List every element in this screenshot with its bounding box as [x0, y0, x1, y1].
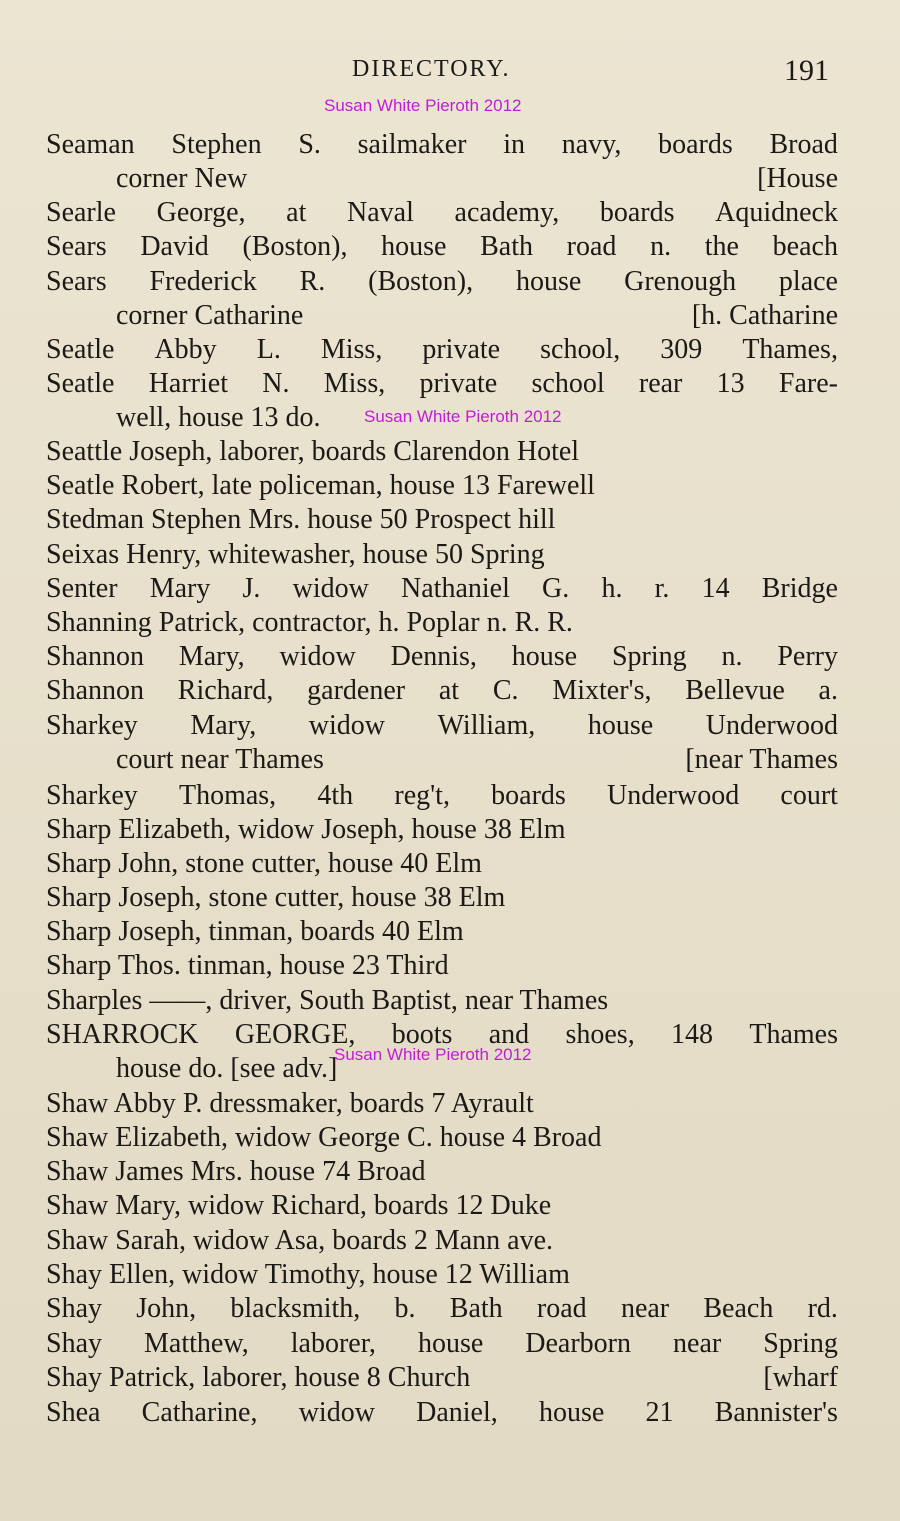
entry-word: court — [780, 780, 838, 811]
entry-word: boards — [599, 197, 675, 228]
entry-word: Beach — [703, 1293, 774, 1324]
entry-word: Shay — [46, 1293, 102, 1324]
entry-word: 309 — [660, 334, 703, 365]
entry-bracket-text: [wharf — [763, 1362, 838, 1393]
entry-line: Shaw Abby P. dressmaker, boards 7 Ayrault — [46, 1088, 534, 1119]
entry-word: Mixter's, — [552, 675, 652, 706]
entry-word: Searle — [46, 197, 116, 228]
entry-word: a. — [818, 675, 838, 706]
entry-word: Bath — [480, 231, 533, 262]
entry-text: house do. [see adv.] — [116, 1053, 338, 1084]
entry-line — [46, 709, 838, 743]
entry-line — [46, 128, 838, 162]
entry-line: Shaw James Mrs. house 74 Broad — [46, 1156, 426, 1187]
entry-word: Mary, — [178, 641, 245, 672]
entry-line — [46, 1361, 838, 1395]
entry-word: widow — [298, 1397, 375, 1428]
entry-line — [46, 1018, 838, 1052]
entry-word: h. — [601, 573, 623, 604]
watermark: Susan White Pieroth 2012 — [364, 407, 562, 426]
entry-word: Aquidneck — [715, 197, 838, 228]
entry-word: academy, — [454, 197, 560, 228]
entry-word: house — [587, 710, 654, 741]
entry-word: Sharkey — [46, 780, 138, 811]
entry-word: SHARROCK — [46, 1019, 199, 1050]
entry-word: Daniel, — [416, 1397, 498, 1428]
entry-word: house — [381, 231, 447, 262]
entry-word: the — [704, 231, 739, 262]
entry-word: rear — [638, 368, 683, 399]
entry-word: David — [140, 231, 209, 262]
entry-word: Bath — [449, 1293, 503, 1324]
entry-word: Frederick — [149, 266, 257, 297]
entry-word: house — [511, 641, 578, 672]
entry-line — [46, 779, 838, 813]
entry-word: Thames, — [742, 334, 838, 365]
entry-line: Seattle Joseph, laborer, boards Clarendon Hotel — [46, 436, 580, 467]
entry-word: Senter — [46, 573, 118, 604]
entry-word: Shay — [46, 1328, 102, 1359]
entry-word: Abby — [154, 334, 217, 365]
entry-line: Sharp Thos. tinman, house 23 Third — [46, 950, 449, 981]
entry-word: Nathaniel — [401, 573, 510, 604]
entry-text: court near Thames — [116, 744, 324, 775]
entry-line — [46, 196, 838, 230]
entry-word: Miss, — [320, 334, 383, 365]
entry-word: road — [566, 231, 617, 262]
entry-line — [116, 162, 838, 196]
entry-bracket-text: [House — [757, 163, 838, 194]
entry-word: Broad — [769, 129, 838, 160]
entry-line: Seatle Robert, late policeman, house 13 Farewell — [46, 470, 595, 501]
entry-word: rd. — [807, 1293, 838, 1324]
entry-word: 14 — [701, 573, 730, 604]
entry-word: S. — [298, 129, 321, 160]
entry-word: private — [422, 334, 501, 365]
entry-word: 21 — [645, 1397, 674, 1428]
entry-word: house — [538, 1397, 605, 1428]
entry-word: boots — [391, 1019, 453, 1050]
entry-word: school, — [540, 334, 621, 365]
page-title: DIRECTORY. — [352, 56, 511, 82]
entry-word: Bannister's — [714, 1397, 838, 1428]
entry-word: and — [488, 1019, 530, 1050]
entry-word: Shannon — [46, 675, 144, 706]
entry-line — [46, 367, 838, 401]
entry-line: Sharp Joseph, stone cutter, house 38 Elm — [46, 882, 506, 913]
entry-word: school — [531, 368, 605, 399]
entry-line — [46, 265, 838, 299]
entry-line: Sharp Joseph, tinman, boards 40 Elm — [46, 916, 464, 947]
entry-word: n. — [650, 231, 672, 262]
entry-word: Naval — [347, 197, 414, 228]
entry-word: William, — [437, 710, 536, 741]
entry-word: private — [419, 368, 498, 399]
entry-word: Richard, — [177, 675, 274, 706]
entry-word: reg't, — [394, 780, 450, 811]
entry-word: b. — [394, 1293, 416, 1324]
entry-word: sailmaker — [357, 129, 467, 160]
entry-line: Stedman Stephen Mrs. house 50 Prospect hill — [46, 504, 556, 535]
entry-word: Perry — [777, 641, 838, 672]
entry-word: Bridge — [761, 573, 838, 604]
entry-word: at — [286, 197, 307, 228]
entry-word: (Boston), — [242, 231, 348, 262]
entry-line: Sharp Elizabeth, widow Joseph, house 38 Elm — [46, 814, 566, 845]
entry-line: Sharples ——, driver, South Baptist, near Thames — [46, 985, 609, 1016]
entry-word: L. — [256, 334, 281, 365]
entry-line — [46, 1396, 838, 1430]
entry-word: GEORGE, — [234, 1019, 356, 1050]
entry-word: 4th — [317, 780, 354, 811]
entry-line — [46, 1327, 838, 1361]
entry-word: Shannon — [46, 641, 144, 672]
entry-text: Shay Patrick, laborer, house 8 Church — [46, 1362, 471, 1393]
entry-line: Shaw Mary, widow Richard, boards 12 Duke — [46, 1190, 552, 1221]
entry-word: gardener — [307, 675, 406, 706]
entry-word: road — [536, 1293, 587, 1324]
entry-word: at — [438, 675, 460, 706]
entry-line — [46, 674, 838, 708]
entry-text: well, house 13 do. — [116, 402, 321, 433]
entry-text: corner Catharine — [116, 300, 304, 331]
entry-line — [46, 640, 838, 674]
entry-word: Spring — [763, 1328, 838, 1359]
entry-word: 148 — [671, 1019, 714, 1050]
entry-word: Dearborn — [525, 1328, 632, 1359]
entry-word: beach — [772, 231, 838, 262]
entry-word: blacksmith, — [230, 1293, 361, 1324]
entry-word: Seatle — [46, 368, 115, 399]
entry-word: 13 — [716, 368, 745, 399]
entry-line: Shaw Sarah, widow Asa, boards 2 Mann ave. — [46, 1225, 554, 1256]
entry-word: widow — [279, 641, 356, 672]
entry-word: n. — [721, 641, 743, 672]
entry-word: Catharine, — [141, 1397, 258, 1428]
entry-word: Bellevue — [685, 675, 785, 706]
entry-line — [46, 572, 838, 606]
entry-word: Shea — [46, 1397, 101, 1428]
entry-word: Stephen — [171, 129, 262, 160]
entry-word: Sharkey — [46, 710, 138, 741]
watermark: Susan White Pieroth 2012 — [324, 96, 522, 115]
entry-word: John, — [136, 1293, 197, 1324]
entry-word: widow — [292, 573, 369, 604]
entry-word: house — [417, 1328, 484, 1359]
entry-line — [46, 1292, 838, 1326]
entry-word: J. — [242, 573, 261, 604]
watermark: Susan White Pieroth 2012 — [334, 1045, 532, 1064]
entry-word: house — [515, 266, 582, 297]
entry-word: Seaman — [46, 129, 135, 160]
entry-word: Sears — [46, 231, 107, 262]
entry-word: Matthew, — [144, 1328, 249, 1359]
entry-word: Grenough — [624, 266, 737, 297]
entry-line — [46, 230, 838, 264]
entry-word: Seatle — [46, 334, 115, 365]
entry-word: Underwood — [705, 710, 838, 741]
entry-word: Harriet — [148, 368, 228, 399]
entry-bracket-text: [h. Catharine — [691, 300, 838, 331]
entry-word: Dennis, — [390, 641, 477, 672]
entry-word: R. — [299, 266, 326, 297]
entry-word: Miss, — [323, 368, 386, 399]
entry-word: in — [503, 129, 525, 160]
entry-word: boards — [658, 129, 733, 160]
entry-word: G. — [542, 573, 570, 604]
entry-line: Seixas Henry, whitewasher, house 50 Spring — [46, 539, 545, 570]
entry-word: George, — [156, 197, 246, 228]
entry-word: Underwood — [607, 780, 740, 811]
entry-word: Fare- — [778, 368, 838, 399]
entry-line — [116, 1052, 838, 1086]
entry-line: Shay Ellen, widow Timothy, house 12 William — [46, 1259, 570, 1290]
entry-word: r. — [654, 573, 670, 604]
entry-word: Sears — [46, 266, 107, 297]
entry-word: navy, — [561, 129, 622, 160]
entry-word: boards — [491, 780, 566, 811]
entry-word: place — [778, 266, 838, 297]
entry-line — [116, 743, 838, 777]
entry-line: Sharp John, stone cutter, house 40 Elm — [46, 848, 482, 879]
entry-line: Shanning Patrick, contractor, h. Poplar n. R. R. — [46, 607, 573, 638]
entry-word: laborer, — [290, 1328, 376, 1359]
entry-word: C. — [492, 675, 519, 706]
entry-word: Mary, — [190, 710, 257, 741]
entry-line: Shaw Elizabeth, widow George C. house 4 Broad — [46, 1122, 602, 1153]
entry-line — [46, 333, 838, 367]
entry-line — [116, 299, 838, 333]
entry-word: near — [620, 1293, 670, 1324]
entry-word: Thames — [749, 1019, 838, 1050]
entry-word: (Boston), — [368, 266, 474, 297]
entry-word: near — [673, 1328, 722, 1359]
entry-word: Spring — [611, 641, 687, 672]
page-number: 191 — [784, 54, 829, 87]
entry-bracket-text: [near Thames — [685, 744, 838, 775]
entry-text: corner New — [116, 163, 248, 194]
entry-word: Mary — [149, 573, 211, 604]
entry-line — [116, 401, 838, 435]
entry-word: shoes, — [565, 1019, 635, 1050]
entry-word: widow — [308, 710, 386, 741]
entry-word: N. — [262, 368, 290, 399]
entry-word: Thomas, — [178, 780, 277, 811]
